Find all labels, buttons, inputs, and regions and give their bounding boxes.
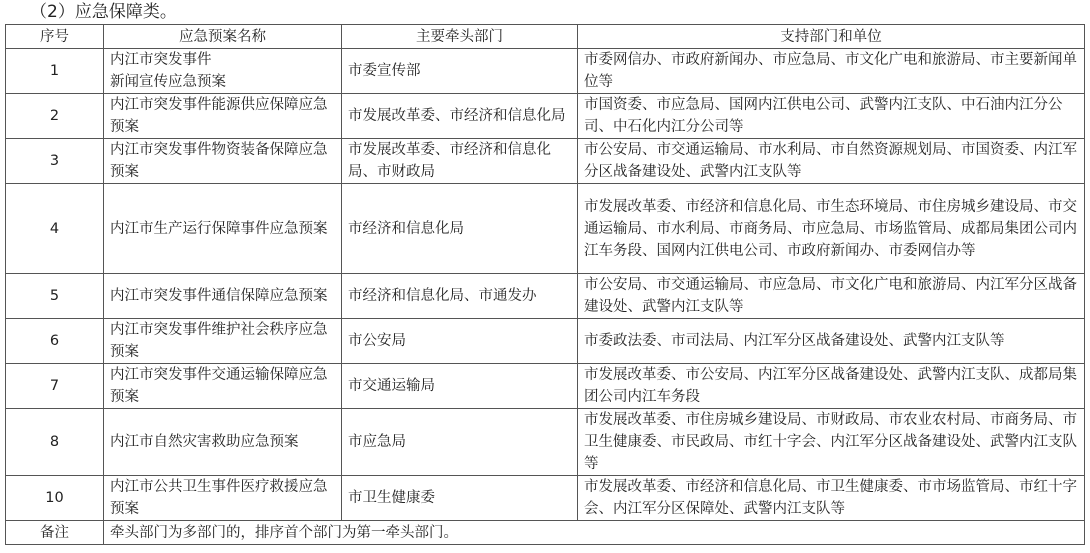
table-row [6, 409, 1085, 476]
row-lead-dept: 市经济和信息化局、市通发办 [342, 274, 578, 319]
table-row [6, 184, 1085, 274]
table-row [6, 94, 1085, 139]
row-lead-dept: 市交通运输局 [342, 364, 578, 409]
row-seq: 5 [6, 274, 104, 319]
row-plan-name: 内江市自然灾害救助应急预案 [104, 409, 342, 476]
row-seq: 4 [6, 184, 104, 274]
table-row [6, 364, 1085, 409]
row-lead-dept: 市发展改革委、市经济和信息化局、市财政局 [342, 139, 578, 184]
header-seq: 序号 [6, 25, 104, 49]
row-support-dept: 市国资委、市应急局、国网内江供电公司、武警内江支队、中石油内江分公司、中石化内江分公司等 [578, 94, 1085, 139]
row-seq: 6 [6, 319, 104, 364]
row-support-dept: 市公安局、市交通运输局、市水利局、市自然资源规划局、市国资委、内江军分区战备建设处、武警内江支队等 [578, 139, 1085, 184]
row-seq: 1 [6, 49, 104, 94]
row-plan-name: 内江市突发事件 新闻宣传应急预案 [104, 49, 342, 94]
row-lead-dept: 市卫生健康委 [342, 476, 578, 521]
row-plan-name: 内江市突发事件维护社会秩序应急预案 [104, 319, 342, 364]
row-plan-name: 内江市突发事件通信保障应急预案 [104, 274, 342, 319]
row-seq: 8 [6, 409, 104, 476]
row-support-dept: 市发展改革委、市经济和信息化局、市卫生健康委、市市场监管局、市红十字会、内江军分区保障处、武警内江支队等 [578, 476, 1085, 521]
remark-label: 备注 [6, 521, 104, 545]
table-row [6, 319, 1085, 364]
row-plan-name: 内江市生产运行保障事件应急预案 [104, 184, 342, 274]
row-support-dept: 市发展改革委、市经济和信息化局、市生态环境局、市住房城乡建设局、市交通运输局、市水利局、市商务局、市应急局、市场监管局、成都局集团公司内江车务段、国网内江供电公司、市政府新闻办、市委网信办等 [578, 184, 1085, 274]
row-plan-name: 内江市公共卫生事件医疗救援应急预案 [104, 476, 342, 521]
row-lead-dept: 市经济和信息化局 [342, 184, 578, 274]
row-seq: 7 [6, 364, 104, 409]
table-row [6, 139, 1085, 184]
row-support-dept: 市委网信办、市政府新闻办、市应急局、市文化广电和旅游局、市主要新闻单位等 [578, 49, 1085, 94]
row-plan-name: 内江市突发事件交通运输保障应急预案 [104, 364, 342, 409]
row-lead-dept: 市委宣传部 [342, 49, 578, 94]
row-seq: 10 [6, 476, 104, 521]
row-support-dept: 市公安局、市交通运输局、市应急局、市文化广电和旅游局、内江军分区战备建设处、武警内江支队等 [578, 274, 1085, 319]
row-support-dept: 市委政法委、市司法局、内江军分区战备建设处、武警内江支队等 [578, 319, 1085, 364]
header-plan-name: 应急预案名称 [104, 25, 342, 49]
emergency-plan-table [5, 24, 1085, 545]
row-plan-name: 内江市突发事件能源供应保障应急预案 [104, 94, 342, 139]
table-row [6, 49, 1085, 94]
remark-text: 牵头部门为多部门的，排序首个部门为第一牵头部门。 [104, 521, 1085, 545]
section-heading: （2）应急保障类。 [30, 2, 177, 22]
row-plan-name: 内江市突发事件物资装备保障应急预案 [104, 139, 342, 184]
header-support-dept: 支持部门和单位 [578, 25, 1085, 49]
remark-row [6, 521, 1085, 545]
table-row [6, 476, 1085, 521]
row-seq: 3 [6, 139, 104, 184]
table-body [6, 49, 1085, 521]
table-header-row [6, 25, 1085, 49]
row-support-dept: 市发展改革委、市住房城乡建设局、市财政局、市农业农村局、市商务局、市卫生健康委、市民政局、市红十字会、内江军分区战备建设处、武警内江支队等 [578, 409, 1085, 476]
row-lead-dept: 市应急局 [342, 409, 578, 476]
table-row [6, 274, 1085, 319]
row-seq: 2 [6, 94, 104, 139]
row-lead-dept: 市发展改革委、市经济和信息化局 [342, 94, 578, 139]
header-lead-dept: 主要牵头部门 [342, 25, 578, 49]
row-lead-dept: 市公安局 [342, 319, 578, 364]
row-support-dept: 市发展改革委、市公安局、内江军分区战备建设处、武警内江支队、成都局集团公司内江车务段 [578, 364, 1085, 409]
